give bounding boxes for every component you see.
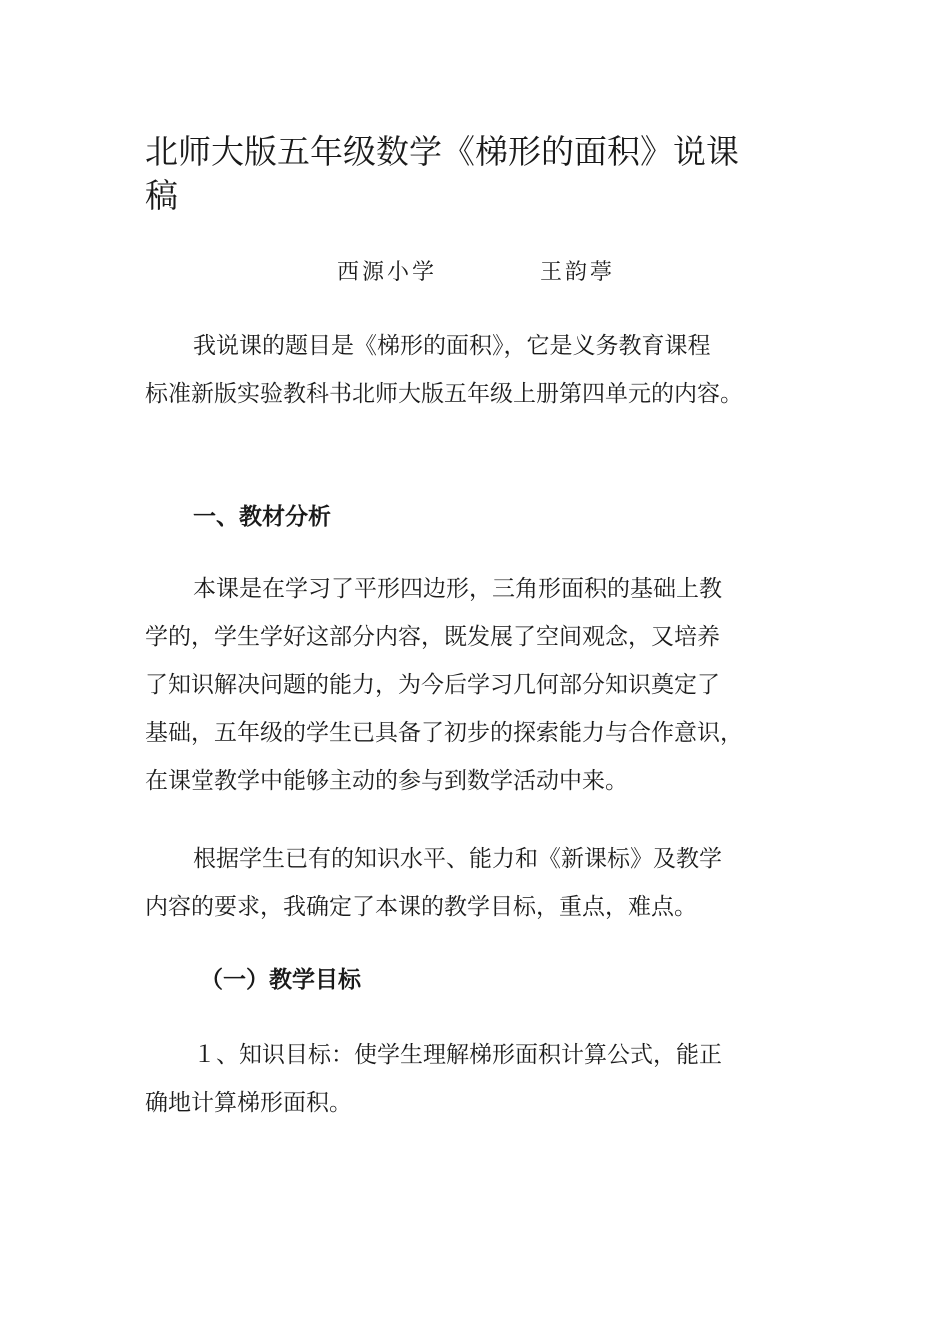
section-heading-textbook-analysis: 一、教材分析 — [193, 503, 331, 530]
intro-paragraph — [145, 322, 795, 418]
intro-line-2: 标准新版实验教科书北师大版五年级上册第四单元的内容。 — [145, 381, 743, 407]
author-name: 王韵葶 — [540, 260, 616, 285]
title-line-1: 北师大版五年级数学《梯形的面积》说课 — [145, 132, 739, 171]
analysis-p1-line-1: 本课是在学习了平形四边形，三角形面积的基础上教 — [193, 576, 722, 602]
analysis-paragraph-1 — [145, 565, 795, 805]
goal1-line-2: 确地计算梯形面积。 — [145, 1090, 352, 1116]
analysis-p1-line-5: 在课堂教学中能够主动的参与到数学活动中来。 — [145, 768, 628, 794]
analysis-p1-line-2: 学的，学生学好这部分内容，既发展了空间观念，又培养 — [145, 624, 720, 650]
document-title — [145, 130, 795, 218]
title-line-2: 稿 — [145, 176, 178, 215]
analysis-p1-line-4: 基础，五年级的学生已具备了初步的探索能力与合作意识， — [145, 720, 743, 746]
analysis-p2-line-1: 根据学生已有的知识水平、能力和《新课标》及教学 — [193, 846, 722, 872]
goal1-line-1: １、知识目标：使学生理解梯形面积计算公式，能正 — [193, 1042, 722, 1068]
analysis-p1-line-3: 了知识解决问题的能力，为今后学习几何部分知识奠定了 — [145, 672, 720, 698]
analysis-p2-line-2: 内容的要求，我确定了本课的教学目标，重点，难点。 — [145, 894, 697, 920]
analysis-paragraph-2 — [145, 835, 795, 931]
intro-line-1: 我说课的题目是《梯形的面积》，它是义务教育课程 — [193, 333, 711, 359]
school-name: 西源小学 — [337, 260, 438, 285]
subheading-teaching-goals: （一）教学目标 — [200, 966, 361, 993]
goal-paragraph-1 — [145, 1031, 795, 1127]
